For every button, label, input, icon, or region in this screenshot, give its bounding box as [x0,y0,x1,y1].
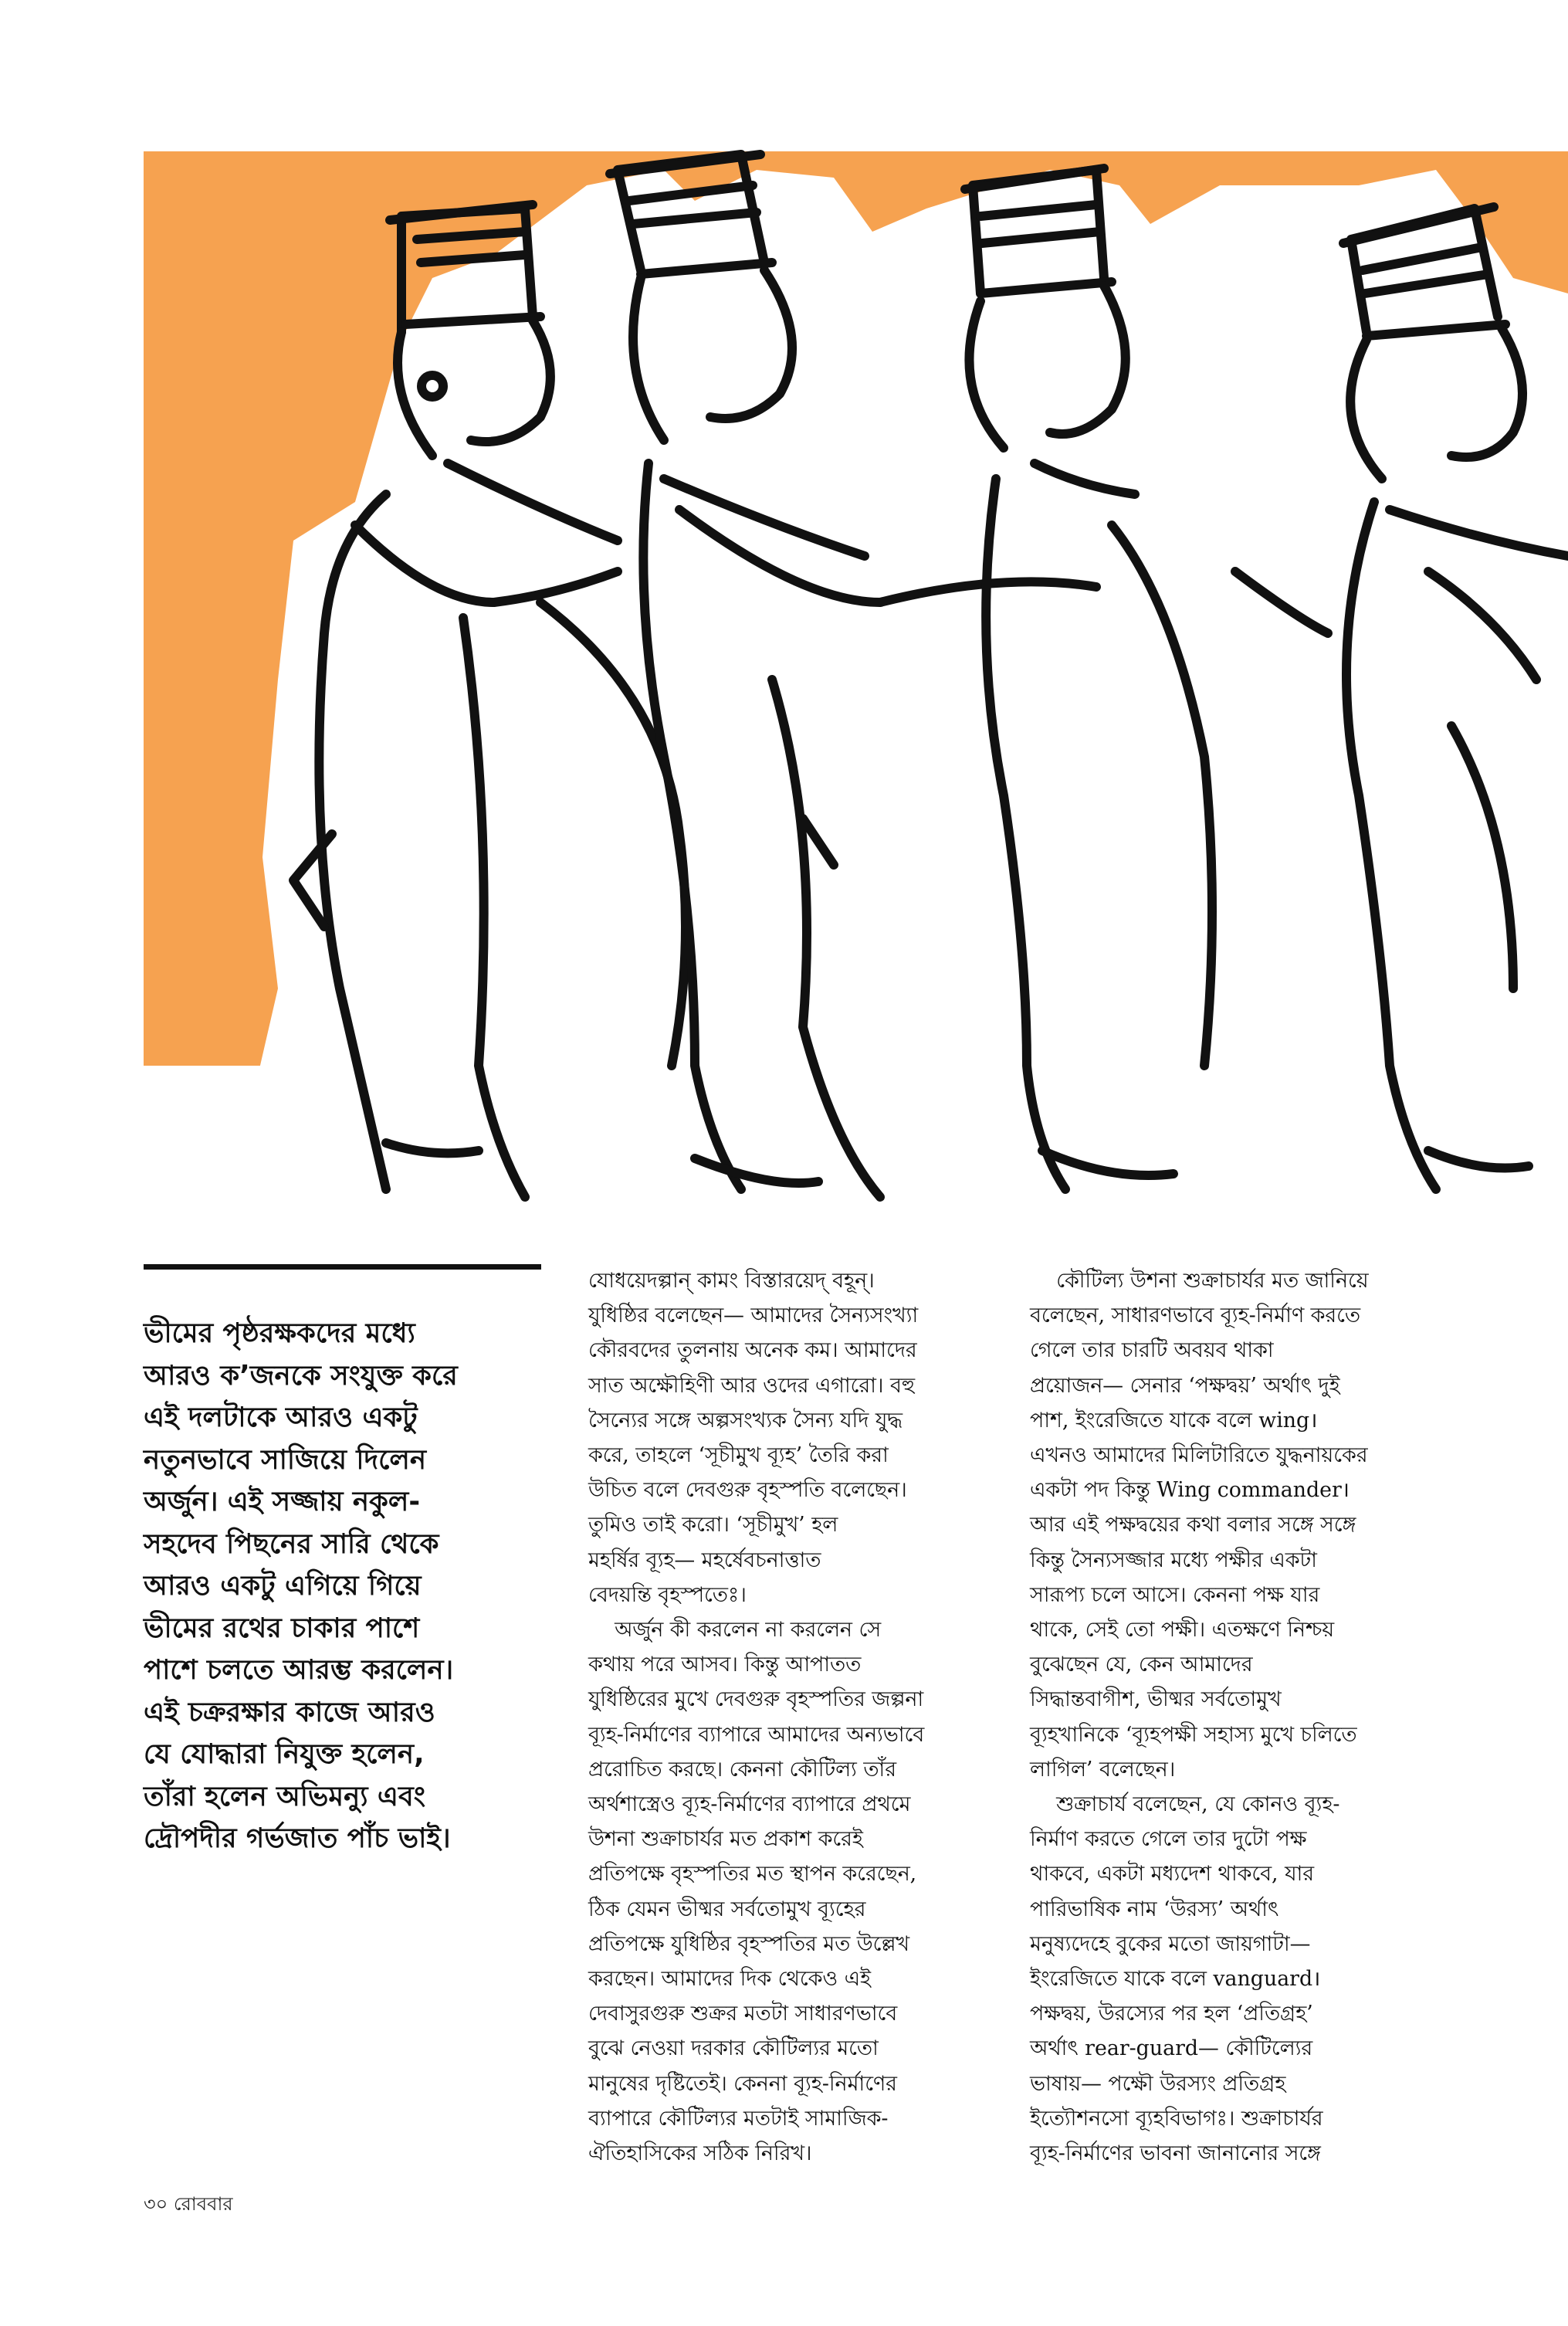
body-line: আর এই পক্ষদ্বয়ের কথা বলার সঙ্গে সঙ্গে [1030,1513,1356,1538]
body-line: প্রতিপক্ষে যুধিষ্ঠির বৃহস্পতির মত উল্লেখ [588,1931,910,1956]
body-line: যুধিষ্ঠিরের মুখে দেবগুরু বৃহস্পতির জল্পনা [588,1687,924,1712]
body-line: বুঝে নেওয়া দরকার কৌটিল্যর মতো [588,2036,879,2061]
pull-quote-line: আরও একটু এগিয়ে গিয়ে [144,1570,422,1602]
body-line: বেদয়ন্তি বৃহস্পতেঃ। [588,1582,747,1607]
body-line: যুধিষ্ঠির বলেছেন— আমাদের সৈন্যসংখ্যা [588,1304,919,1328]
body-line: উশনা শুক্রাচার্যর মত প্রকাশ করেই [588,1827,863,1852]
body-line: অর্থাৎ rear-guard— কৌটিল্যের [1030,2036,1313,2061]
warriors-drawing [0,139,1568,1220]
body-line: সিদ্ধান্তবাগীশ, ভীষ্মর সর্বতোমুখ [1030,1687,1282,1712]
pull-quote [144,1313,545,1860]
body-line: প্ররোচিত করছে। কেননা কৌটিল্য তাঁর [588,1757,896,1782]
body-line: করছেন। আমাদের দিক থেকেও এই [588,1967,871,1992]
body-line: পারিভাষিক নাম ‘উরস্য’ অর্থাৎ [1030,1897,1279,1921]
body-line: গেলে তার চারটি অবয়ব থাকা [1030,1338,1274,1363]
pull-quote-line: তাঁরা হলেন অভিমন্যু এবং [144,1780,425,1812]
body-line: ইংরেজিতে যাকে বলে vanguard। [1030,1967,1321,1992]
body-line: ব্যূহ-নির্মাণের ব্যাপারে আমাদের অন্যভাবে [588,1722,925,1747]
body-line: অর্জুন কী করলেন না করলেন সে [588,1618,882,1643]
pull-quote-line: নতুনভাবে সাজিয়ে দিলেন [144,1443,427,1476]
pull-quote-line: ভীমের পৃষ্ঠরক্ষকদের মধ্যে [144,1317,415,1349]
pull-quote-line: এই চক্ররক্ষার কাজে আরও [144,1696,435,1728]
body-line: দেবাসুরগুরু শুক্রর মতটা সাধারণভাবে [588,2002,898,2026]
body-line: ভাষায়— পক্ষৌ উরস্যং প্রতিগ্রহ [1030,2071,1286,2096]
body-line: নির্মাণ করতে গেলে তার দুটো পক্ষ [1030,1827,1307,1852]
body-line: থাকবে, একটা মধ্যদেশ থাকবে, যার [1030,1862,1315,1887]
body-line: সারূপ্য চলে আসে। কেননা পক্ষ যার [1030,1582,1320,1607]
pull-quote-line: যে যোদ্ধারা নিযুক্ত হলেন, [144,1738,425,1770]
body-line: সৈন্যের সঙ্গে অল্পসংখ্যক সৈন্য যদি যুদ্ধ [588,1408,903,1433]
body-line: তুমিও তাই করো। ‘সূচীমুখ’ হল [588,1513,838,1538]
body-line: ব্যূহ-নির্মাণের ভাবনা জানানোর সঙ্গে [1030,2141,1321,2166]
pull-quote-line: আরও ক’জনকে সংযুক্ত করে [144,1359,458,1392]
body-line: প্রতিপক্ষে বৃহস্পতির মত স্থাপন করেছেন, [588,1862,917,1887]
body-line: এখনও আমাদের মিলিটারিতে যুদ্ধনায়কের [1030,1443,1368,1468]
body-line: সাত অক্ষৌহিণী আর ওদের এগারো। বহু [588,1373,916,1398]
body-line: কথায় পরে আসব। কিন্তু আপাতত [588,1653,862,1677]
body-line: মনুষ্যদেহে বুকের মতো জায়গাটা— [1030,1931,1311,1956]
body-line: ইত্যৌশনসো ব্যূহবিভাগঃ। শুক্রাচার্যর [1030,2106,1323,2131]
body-line: উচিত বলে দেবগুরু বৃহস্পতি বলেছেন। [588,1478,907,1503]
body-line: যোধয়েদল্পান্ কামং বিস্তারয়েদ্ বহূন্। [588,1269,875,1293]
body-line: ব্যাপারে কৌটিল্যর মতটাই সামাজিক- [588,2106,889,2131]
pull-quote-line: এই দলটাকে আরও একটু [144,1402,418,1433]
body-line: বলেছেন, সাধারণভাবে ব্যূহ-নির্মাণ করতে [1030,1304,1361,1328]
body-line: কিন্তু সৈন্যসজ্জার মধ্যে পক্ষীর একটা [1030,1548,1317,1572]
body-line: প্রয়োজন— সেনার ‘পক্ষদ্বয়’ অর্থাৎ দুই [1030,1373,1340,1398]
page-folio: ৩০ রোববার [144,2193,233,2215]
body-line: একটা পদ কিন্তু Wing commander। [1030,1478,1350,1503]
pull-quote-line: ভীমের রথের চাকার পাশে [144,1612,420,1644]
body-line: পাশ, ইংরেজিতে যাকে বলে wing। [1030,1408,1318,1433]
pull-quote-rule [144,1264,541,1270]
pull-quote-line: দ্রৌপদীর গর্ভজাত পাঁচ ভাই। [144,1822,451,1854]
body-line: ব্যূহখানিকে ‘ব্যূহপক্ষী সহাস্য মুখে চলিতে [1030,1722,1357,1747]
body-line: কৌটিল্য উশনা শুক্রাচার্যর মত জানিয়ে [1030,1269,1369,1293]
body-line: শুক্রাচার্য বলেছেন, যে কোনও ব্যূহ- [1030,1792,1340,1817]
pull-quote-line: সহদেব পিছনের সারি থেকে [144,1527,439,1560]
pull-quote-line: অর্জুন। এই সজ্জায় নকুল- [144,1486,421,1517]
body-line: মানুষের দৃষ্টিতেই। কেননা ব্যূহ-নির্মাণের [588,2071,897,2096]
warriors-illustration [0,139,1568,1220]
body-line: থাকে, সেই তো পক্ষী। এতক্ষণে নিশ্চয় [1030,1618,1335,1643]
body-line: মহর্ষির ব্যূহ— মহর্ষেবচনাত্তাত [588,1548,821,1572]
body-line: লাগিল’ বলেছেন। [1030,1757,1176,1782]
body-line: করে, তাহলে ‘সূচীমুখ ব্যূহ’ তৈরি করা [588,1443,889,1468]
body-line: কৌরবদের তুলনায় অনেক কম। আমাদের [588,1338,917,1363]
pull-quote-line: পাশে চলতে আরম্ভ করলেন। [144,1654,454,1686]
body-column-2 [1030,1263,1453,2171]
body-line: পক্ষদ্বয়, উরস্যের পর হল ‘প্রতিগ্রহ’ [1030,2002,1313,2026]
body-line: ঠিক যেমন ভীষ্মর সর্বতোমুখ ব্যূহের [588,1897,866,1921]
body-column-1 [588,1263,1011,2171]
body-line: অর্থশাস্ত্রেও ব্যূহ-নির্মাণের ব্যাপারে প্রথমে [588,1792,911,1817]
body-line: ঐতিহাসিকের সঠিক নিরিখ। [588,2141,812,2166]
body-line: বুঝেছেন যে, কেন আমাদের [1030,1653,1253,1677]
